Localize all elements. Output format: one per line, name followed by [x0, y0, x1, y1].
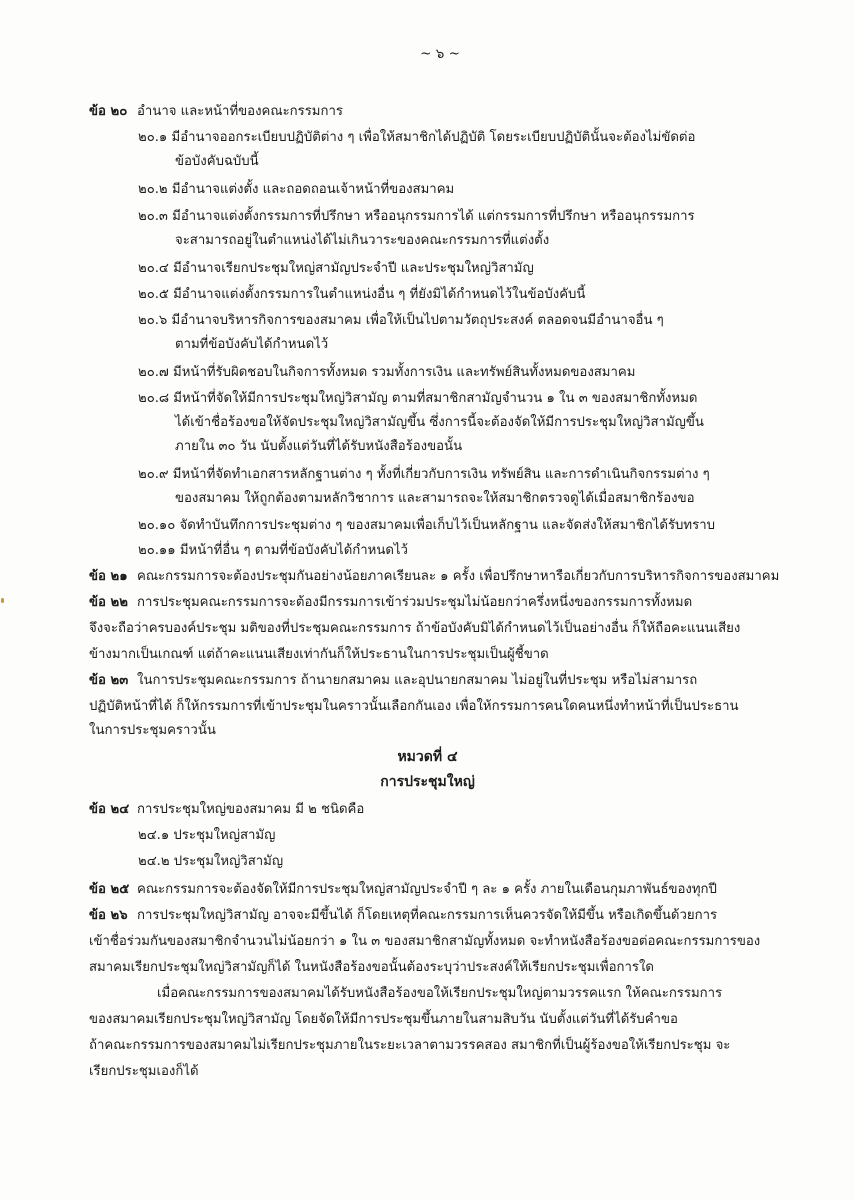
clause-20-2: ๒๐.๒ มีอำนาจแต่งตั้ง และถอดถอนเจ้าหน้าที่ของสมาคม: [138, 182, 455, 197]
chapter-number: หมวดที่ ๔: [397, 749, 458, 765]
clause-20-6-line-1: ๒๐.๖ มีอำนาจบริหารกิจการของสมาคม เพื่อให้เป็นไปตามวัตถุประสงค์ ตลอดจนมีอำนาจอื่น ๆ: [138, 313, 664, 328]
article-number: ข้อ ๒๕: [89, 882, 130, 897]
article-text: การประชุมใหญ่วิสามัญ อาจจะมีขึ้นได้ ก็โดยเหตุที่คณะกรรมการเห็นควรจัดให้มีขึ้น หรือเกิดขึ้นด้วยการ: [137, 908, 718, 923]
article-22-line-1: [89, 593, 692, 613]
clause-20-7: ๒๐.๗ มีหน้าที่รับผิดชอบในกิจการทั้งหมด รวมทั้งการเงิน และทรัพย์สินทั้งหมดของสมาคม: [138, 365, 636, 380]
article-text: การประชุมใหญ่ของสมาคม มี ๒ ชนิดคือ: [137, 802, 365, 817]
article-number: ข้อ ๒๐: [89, 104, 128, 119]
clause-20-8-line-3: ภายใน ๓๐ วัน นับตั้งแต่วันที่ได้รับหนังสือร้องขอนั้น: [175, 439, 463, 454]
article-text: ในการประชุมคณะกรรมการ ถ้านายกสมาคม และอุปนายกสมาคม ไม่อยู่ในที่ประชุม หรือไม่สามารถ: [137, 673, 698, 688]
article-23-line-3: ในการประชุมคราวนั้น: [89, 723, 216, 738]
scan-edge-mark: [1, 598, 4, 603]
article-text: คณะกรรมการจะต้องจัดให้มีการประชุมใหญ่สามัญประจำปี ๆ ละ ๑ ครั้ง ภายในเดือนกุมภาพันธ์ของทุกปี: [137, 882, 717, 897]
article-23-line-2: ปฏิบัติหน้าที่ได้ ก็ให้กรรมการที่เข้าประชุมในคราวนั้นเลือกกันเอง เพื่อให้กรรมการคนใดคนหนึ่งทำหน้าที่เป็นประธาน: [89, 699, 739, 714]
page-number: ~ ๖ ~: [420, 46, 460, 62]
article-text: คณะกรรมการจะต้องประชุมกันอย่างน้อยภาคเรียนละ ๑ ครั้ง เพื่อปรึกษาหารือเกี่ยวกับการบริหารกิจการของสมาคม: [137, 569, 780, 584]
article-22-line-2: จึงจะถือว่าครบองค์ประชุม มติของที่ประชุมคณะกรรมการ ถ้าข้อบังคับมิได้กำหนดไว้เป็นอย่างอื่น ก็ให้ถือคะแนนเสียง: [89, 621, 741, 636]
article-number: ข้อ ๒๑: [89, 569, 128, 584]
article-number: ข้อ ๒๒: [89, 595, 128, 610]
article-number: ข้อ ๒๓: [89, 673, 129, 688]
article-26-line-3: สมาคมเรียกประชุมใหญ่วิสามัญก็ได้ ในหนังสือร้องขอนั้นต้องระบุว่าประสงค์ให้เรียกประชุมเพื่อการใด: [89, 960, 654, 975]
clause-24-2: ๒๔.๒ ประชุมใหญ่วิสามัญ: [138, 854, 284, 869]
article-number: ข้อ ๒๔: [89, 802, 130, 817]
clause-20-3-line-2: จะสามารถอยู่ในตำแหน่งได้ไม่เกินวาระของคณะกรรมการที่แต่งตั้ง: [175, 233, 550, 248]
clause-20-9-line-2: ของสมาคม ให้ถูกต้องตามหลักวิชาการ และสามารถจะให้สมาชิกตรวจดูได้เมื่อสมาชิกร้องขอ: [175, 491, 695, 506]
article-26-para-2-line-2: ของสมาคมเรียกประชุมใหญ่วิสามัญ โดยจัดให้มีการประชุมขึ้นภายในสามสิบวัน นับตั้งแต่วันที่ได้รับคำขอ: [89, 1012, 678, 1027]
clause-20-8-line-1: ๒๐.๘ มีหน้าที่จัดให้มีการประชุมใหญ่วิสามัญ ตามที่สมาชิกสามัญจำนวน ๑ ใน ๓ ของสมาชิกทั้งหมด: [138, 391, 698, 406]
article-26-para-2-line-4: เรียกประชุมเองก็ได้: [89, 1064, 199, 1079]
clause-24-1: ๒๔.๑ ประชุมใหญ่สามัญ: [138, 828, 276, 843]
clause-20-1-line-1: ๒๐.๑ มีอำนาจออกระเบียบปฏิบัติต่าง ๆ เพื่อให้สมาชิกได้ปฏิบัติ โดยระเบียบปฏิบัตินั้นจะต้องไม่ขัดต่อ: [138, 130, 696, 145]
article-24: [89, 800, 364, 820]
article-26-line-2: เข้าชื่อร่วมกันของสมาชิกจำนวนไม่น้อยกว่า ๑ ใน ๓ ของสมาชิกสามัญทั้งหมด จะทำหนังสือร้องขอต่อคณะกรรมการของ: [89, 934, 761, 949]
clause-20-11: ๒๐.๑๑ มีหน้าที่อื่น ๆ ตามที่ข้อบังคับได้กำหนดไว้: [138, 543, 408, 558]
clause-20-3-line-1: ๒๐.๓ มีอำนาจแต่งตั้งกรรมการที่ปรึกษา หรืออนุกรรมการได้ แต่กรรมการที่ปรึกษา หรืออนุกรรมการ: [138, 209, 695, 224]
article-23-line-1: [89, 671, 697, 691]
clause-20-5: ๒๐.๕ มีอำนาจแต่งตั้งกรรมการในตำแหน่งอื่น ๆ ที่ยังมิได้กำหนดไว้ในข้อบังคับนี้: [138, 287, 586, 302]
article-text: การประชุมคณะกรรมการจะต้องมีกรรมการเข้าร่วมประชุมไม่น้อยกว่าครึ่งหนึ่งของกรรมการทั้งหมด: [137, 595, 693, 610]
clause-20-10: ๒๐.๑๐ จัดทำบันทึกการประชุมต่าง ๆ ของสมาคมเพื่อเก็บไว้เป็นหลักฐาน และจัดส่งให้สมาชิกได้รับทราบ: [138, 518, 715, 533]
article-26-para-2-line-3: ถ้าคณะกรรมการของสมาคมไม่เรียกประชุมภายในระยะเวลาตามวรรคสอง สมาชิกที่เป็นผู้ร้องขอให้เรียกประชุม จะ: [89, 1038, 731, 1053]
article-25: [89, 880, 717, 900]
article-26-line-1: [89, 906, 717, 926]
article-number: ข้อ ๒๖: [89, 908, 128, 923]
clause-20-9-line-1: ๒๐.๙ มีหน้าที่จัดทำเอกสารหลักฐานต่าง ๆ ทั้งที่เกี่ยวกับการเงิน ทรัพย์สิน และการดำเนินกิจกรรมต่าง ๆ: [138, 467, 710, 482]
clause-20-1-line-2: ข้อบังคับฉบับนี้: [175, 154, 259, 169]
article-21: [89, 567, 779, 587]
article-26-para-2-line-1: เมื่อคณะกรรมการของสมาคมได้รับหนังสือร้องขอให้เรียกประชุมใหญ่ตามวรรคแรก ให้คณะกรรมการ: [157, 986, 723, 1001]
article-title: อำนาจ และหน้าที่ของคณะกรรมการ: [137, 104, 343, 119]
article-22-line-3: ข้างมากเป็นเกณฑ์ แต่ถ้าคะแนนเสียงเท่ากันก็ให้ประธานในการประชุมเป็นผู้ชี้ขาด: [89, 647, 549, 662]
article-20-heading: [89, 102, 343, 122]
clause-20-6-line-2: ตามที่ข้อบังคับได้กำหนดไว้: [175, 337, 329, 352]
clause-20-8-line-2: ได้เข้าชื่อร้องขอให้จัดประชุมใหญ่วิสามัญขึ้น ซึ่งการนี้จะต้องจัดให้มีการประชุมใหญ่วิสามัญขึ้น: [175, 415, 704, 430]
chapter-title: การประชุมใหญ่: [380, 774, 475, 790]
clause-20-4: ๒๐.๔ มีอำนาจเรียกประชุมใหญ่สามัญประจำปี และประชุมใหญ่วิสามัญ: [138, 261, 534, 276]
